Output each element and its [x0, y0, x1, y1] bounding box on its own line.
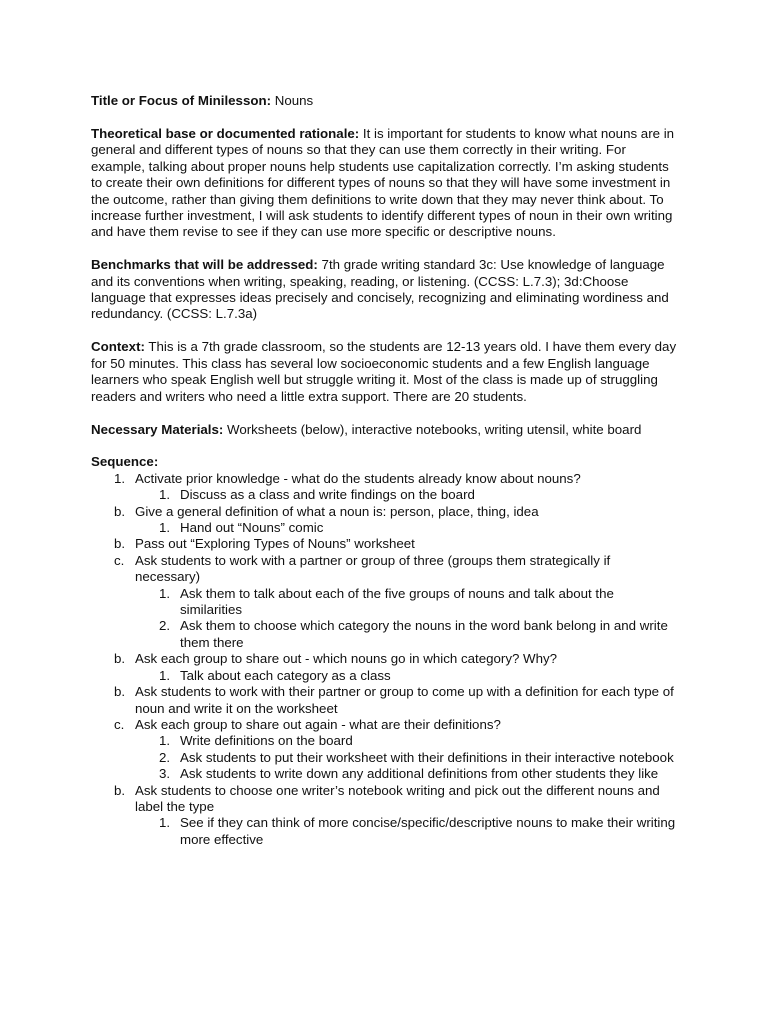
- list-item-text: Ask students to work with their partner or group to come up with a definition for each type of noun and write it on the worksheet: [135, 684, 674, 716]
- list-marker: c.: [114, 716, 125, 732]
- list-marker: 1.: [159, 520, 171, 536]
- sequence-label: Sequence:: [91, 454, 159, 470]
- benchmarks-label: Benchmarks that will be addressed:: [91, 257, 318, 273]
- sequence-item: [91, 471, 678, 487]
- sequence-subitem: [91, 520, 678, 536]
- sequence-subitem: [91, 766, 678, 782]
- list-marker: 1.: [159, 815, 171, 831]
- sequence-subitem: [91, 733, 678, 749]
- title-section: [91, 93, 678, 109]
- sequence-subitem: [91, 586, 678, 619]
- context-section: [91, 339, 678, 405]
- list-marker: 2.: [159, 749, 171, 765]
- materials-label: Necessary Materials:: [91, 421, 224, 437]
- list-marker: c.: [114, 552, 125, 568]
- list-marker: b.: [114, 782, 126, 798]
- list-marker: 2.: [159, 618, 171, 634]
- list-item-text: Ask each group to share out - which nouns go in which category? Why?: [135, 651, 558, 667]
- sequence-item: [91, 684, 678, 717]
- list-item-text: Ask them to choose which category the nouns in the word bank belong in and write them there: [180, 618, 668, 650]
- materials-text: Worksheets (below), interactive notebooks, writing utensil, white board: [223, 421, 642, 437]
- list-marker: 1.: [159, 667, 171, 683]
- list-marker: b.: [114, 536, 126, 552]
- list-marker: 1.: [159, 487, 171, 503]
- list-item-text: Ask students to choose one writer’s notebook writing and pick out the different nouns and label the type: [135, 782, 660, 814]
- list-marker: b.: [114, 684, 126, 700]
- list-item-text: Talk about each category as a class: [180, 667, 391, 683]
- rationale-label: Theoretical base or documented rationale:: [91, 125, 360, 141]
- sequence-list: [91, 471, 678, 848]
- list-item-text: Ask students to write down any additional definitions from other students they like: [180, 766, 659, 782]
- list-item-text: Ask students to put their worksheet with their definitions in their interactive notebook: [180, 749, 674, 765]
- benchmarks-section: [91, 257, 678, 323]
- list-item-text: Discuss as a class and write findings on the board: [180, 487, 475, 503]
- list-marker: 1.: [114, 470, 126, 486]
- sequence-item: [91, 553, 678, 586]
- list-item-text: Pass out “Exploring Types of Nouns” worksheet: [135, 536, 415, 552]
- list-marker: 3.: [159, 766, 171, 782]
- list-item-text: Activate prior knowledge - what do the students already know about nouns?: [135, 470, 581, 486]
- sequence-item: [91, 536, 678, 552]
- context-label: Context:: [91, 339, 145, 355]
- sequence-subitem: [91, 815, 678, 848]
- list-marker: b.: [114, 503, 126, 519]
- list-item-text: Ask students to work with a partner or group of three (groups them strategically if necessary): [135, 552, 611, 585]
- title-text: Nouns: [271, 93, 314, 108]
- sequence-subitem: [91, 487, 678, 503]
- list-item-text: Write definitions on the board: [180, 733, 353, 749]
- sequence-item: [91, 504, 678, 520]
- list-item-text: Give a general definition of what a noun is: person, place, thing, idea: [135, 503, 539, 519]
- title-label: Title or Focus of Minilesson:: [91, 93, 272, 108]
- list-item-text: Ask each group to share out again - what are their definitions?: [135, 716, 501, 732]
- list-marker: b.: [114, 651, 126, 667]
- sequence-item: [91, 717, 678, 733]
- materials-section: [91, 422, 678, 438]
- list-item-text: See if they can think of more concise/specific/descriptive nouns to make their writing more effective: [180, 815, 676, 847]
- rationale-section: [91, 126, 678, 241]
- rationale-text: It is important for students to know what nouns are in general and different types of nouns so that they can use them correctly in their writing. For example, talking about proper nouns help students use capitalization correctly. I’m asking students to create their own definitions for different types of nouns so that they will have some investment in the outcome, rather than giving them definitions to write down that they may never think about. To increase further investment, I will ask students to identify different types of noun in their own writing and have them revise to see if they can use more specific or descriptive nouns.: [91, 125, 675, 240]
- list-item-text: Ask them to talk about each of the five groups of nouns and talk about the similarities: [180, 585, 614, 618]
- sequence-item: [91, 651, 678, 667]
- list-marker: 1.: [159, 585, 171, 601]
- sequence-item: [91, 783, 678, 816]
- sequence-subitem: [91, 668, 678, 684]
- sequence-section: [91, 454, 678, 848]
- sequence-subitem: [91, 618, 678, 651]
- list-marker: 1.: [159, 733, 171, 749]
- benchmarks-text: 7th grade writing standard 3c: Use knowledge of language and its conventions when writing, speaking, reading, or listening. (CCSS: L.7.3); 3d:Choose language that expresses ideas precisely and concisely, recognizing and eliminating wordiness and redundancy. (CCSS: L.7.3a): [91, 257, 669, 322]
- context-text: This is a 7th grade classroom, so the students are 12-13 years old. I have them every day for 50 minutes. This class has several low socioeconomic students and a few English language learners who speak English well but struggle writing it. Most of the class is made up of struggling readers and writers who need a little extra support. There are 20 students.: [91, 339, 677, 404]
- sequence-subitem: [91, 750, 678, 766]
- list-item-text: Hand out “Nouns” comic: [180, 520, 324, 536]
